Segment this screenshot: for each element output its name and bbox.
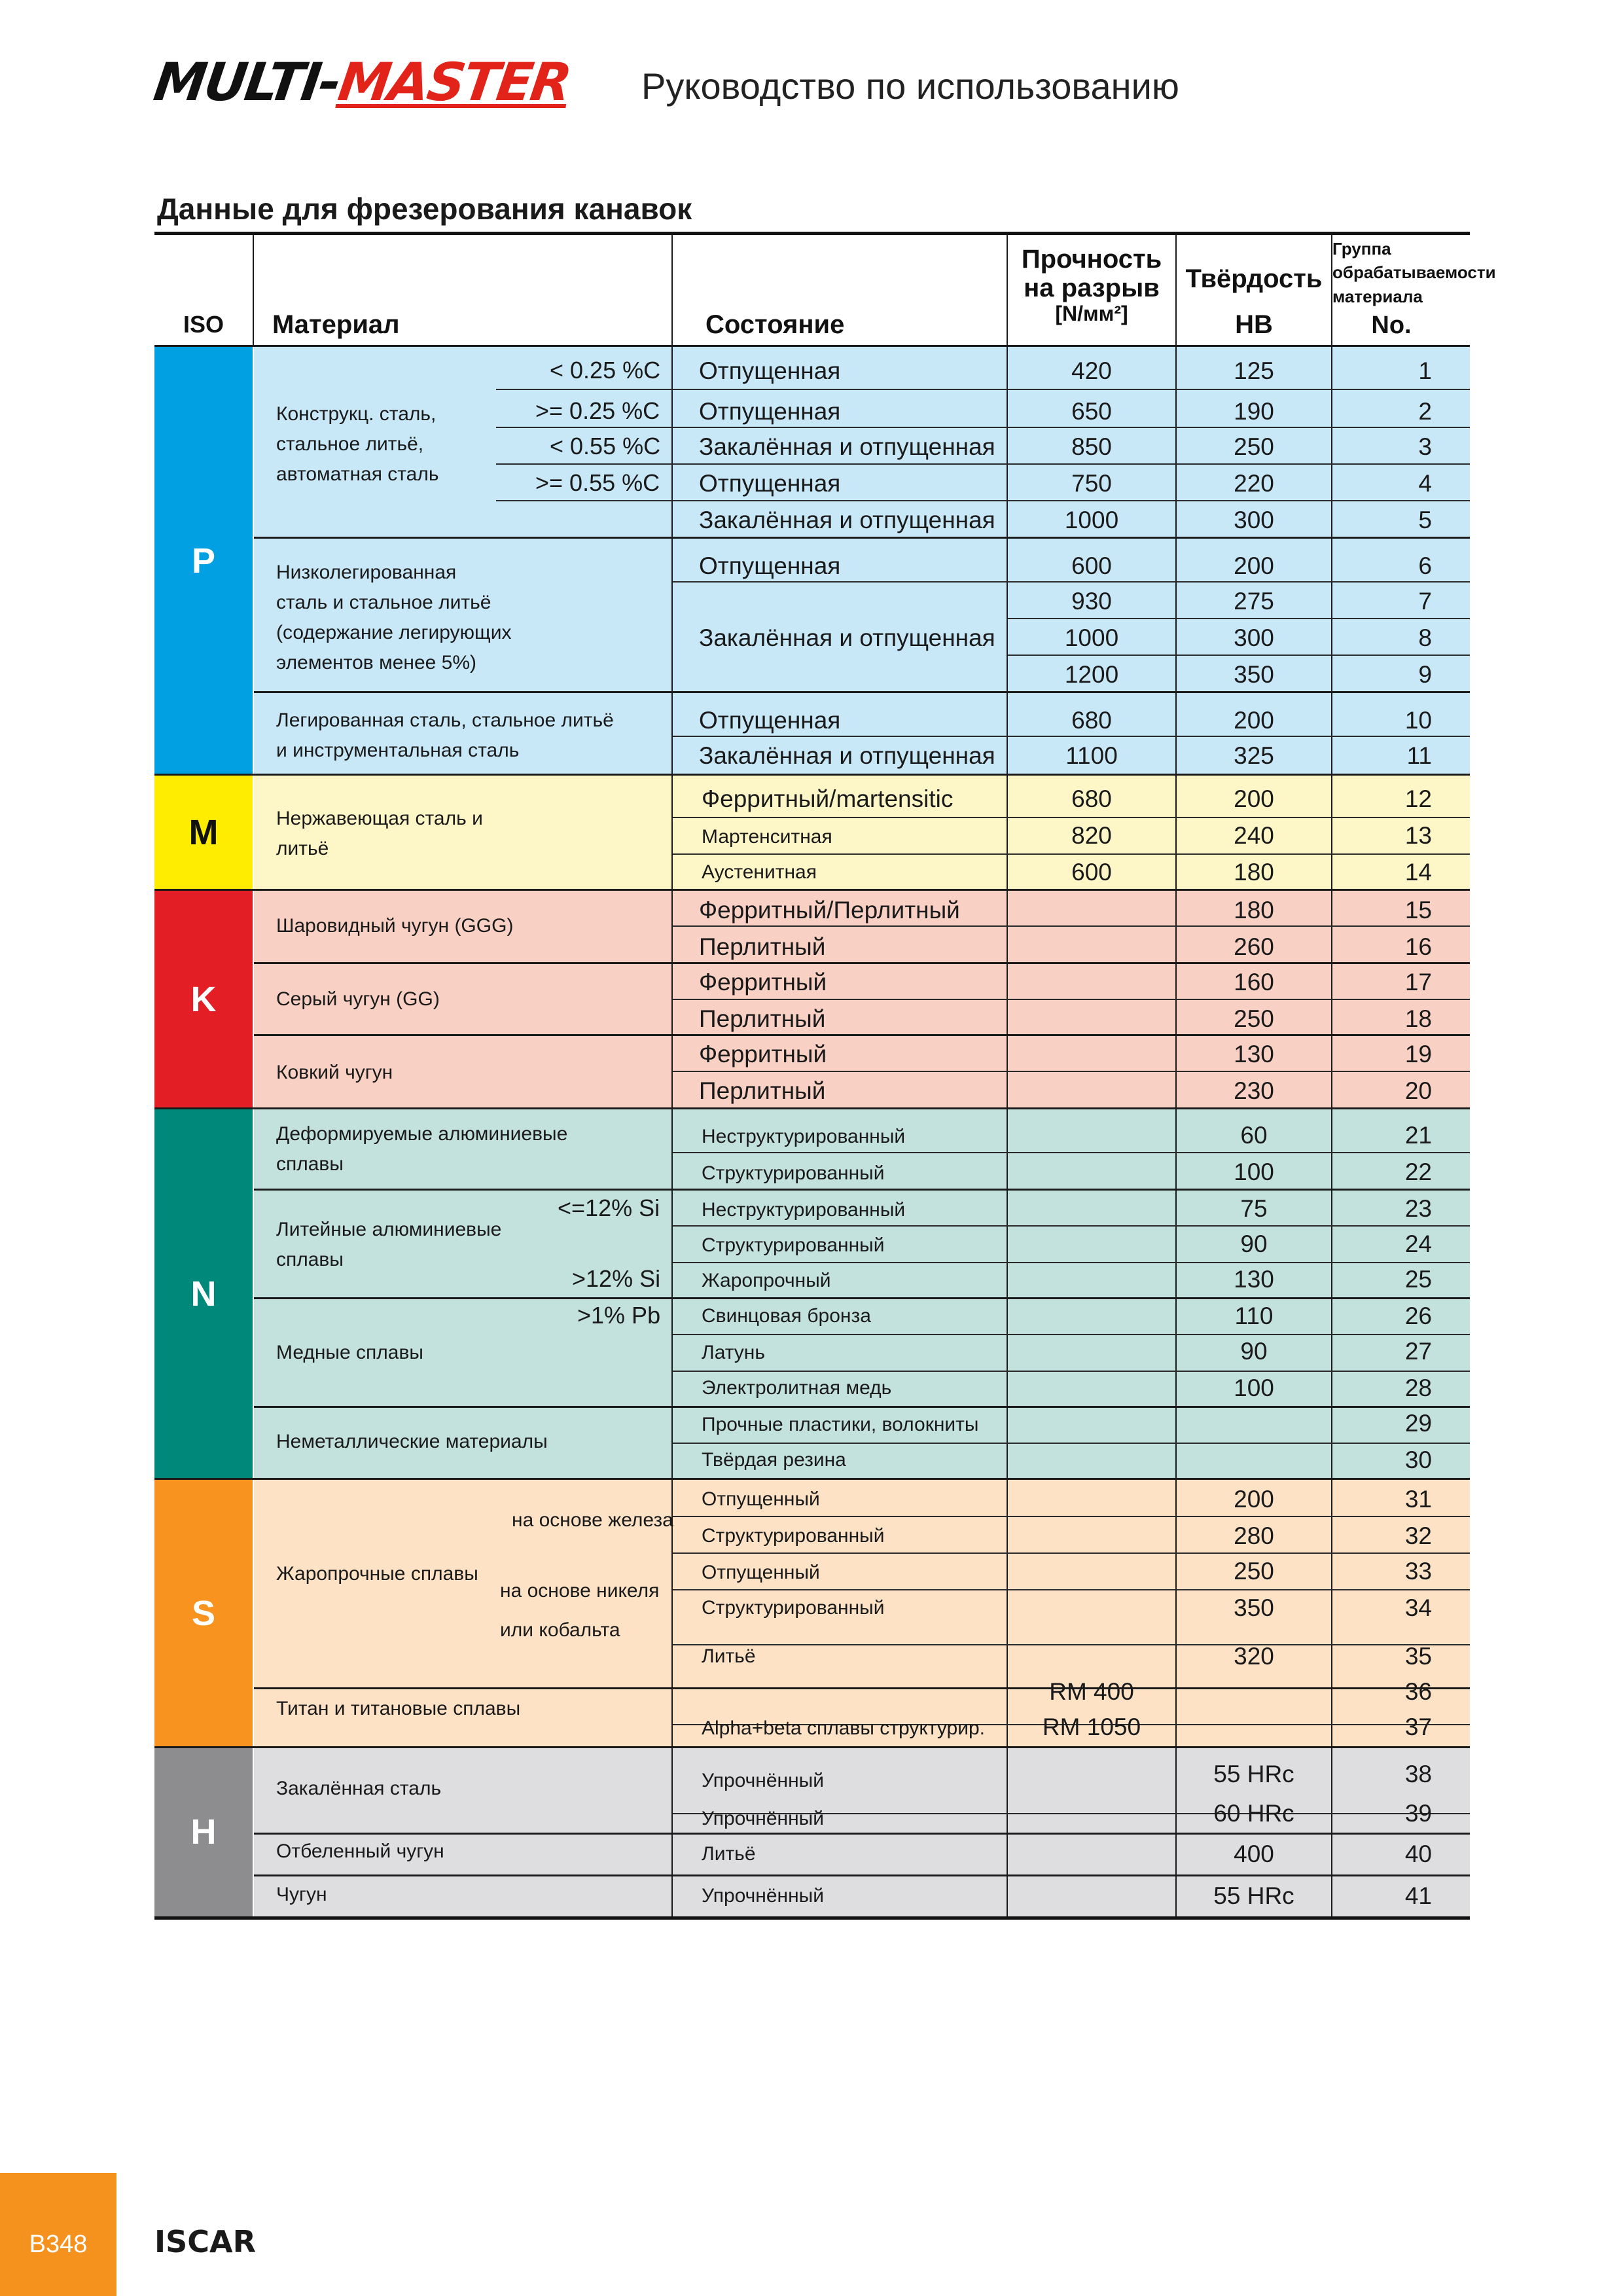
condition-1: Отпущенная — [699, 357, 841, 384]
material-line: литьё — [276, 838, 329, 859]
condition-32: Структурированный — [702, 1525, 885, 1547]
group-line — [254, 1406, 1470, 1408]
hardness-10: 200 — [1234, 707, 1274, 734]
hardness-39: 60 HRc — [1213, 1800, 1294, 1827]
group-no-value: 29 — [1404, 1410, 1432, 1437]
row-line — [496, 500, 1470, 501]
group-no-value: 2 — [1418, 398, 1432, 425]
group-no-23 — [1332, 1196, 1470, 1221]
group-no-8 — [1332, 626, 1470, 650]
group-no-value: 32 — [1404, 1522, 1432, 1549]
condition-38: Упрочнённый — [702, 1770, 825, 1791]
row-line — [496, 463, 1470, 465]
material-line: сплавы — [276, 1153, 344, 1175]
material-line: Литейные алюминиевые — [276, 1219, 502, 1240]
condition-11: Закалённая и отпущенная — [699, 742, 995, 769]
row-line — [673, 1071, 1470, 1072]
material-non-metallic: Неметаллические материалы — [276, 1431, 548, 1452]
group-line — [254, 1297, 1470, 1299]
hardness-32: 280 — [1234, 1522, 1274, 1549]
group-no-32 — [1332, 1524, 1470, 1548]
hardness-24: 90 — [1240, 1230, 1268, 1257]
sub-label-nickel-base: на основе никеля — [500, 1580, 660, 1602]
group-no-value: 23 — [1404, 1195, 1432, 1222]
sub-label-silicon-1: <=12% Si — [558, 1194, 660, 1221]
condition-14: Аустенитная — [702, 861, 817, 883]
row-line — [673, 581, 1470, 583]
group-line — [154, 1478, 1470, 1480]
row-line — [673, 999, 1470, 1000]
condition-24: Структурированный — [702, 1234, 885, 1256]
group-line — [154, 774, 1470, 776]
group-no-value: 12 — [1404, 785, 1432, 812]
condition-17: Ферритный — [699, 969, 827, 996]
group-no-27 — [1332, 1339, 1470, 1363]
row-line — [1008, 655, 1470, 656]
condition-34: Структурированный — [702, 1597, 885, 1619]
col-condition: Состояние — [705, 310, 845, 339]
tensile-7: 930 — [1071, 588, 1112, 615]
tensile-37: RM 1050 — [1042, 1713, 1141, 1740]
sub-label-iron-base: на основе железа — [512, 1509, 673, 1531]
col-group-line1: Группа — [1332, 239, 1391, 259]
col-iso: ISO — [183, 311, 224, 338]
group-no-value: 5 — [1418, 507, 1432, 533]
brand-name: ISCAR — [154, 2224, 257, 2259]
hardness-4: 220 — [1234, 470, 1274, 497]
group-line — [254, 962, 1470, 964]
sub-label-silicon-2: >12% Si — [572, 1265, 661, 1292]
row-line — [673, 1516, 1470, 1517]
group-no-value: 4 — [1418, 470, 1432, 497]
tensile-36: RM 400 — [1049, 1678, 1134, 1705]
iso-code-p: P — [191, 541, 216, 581]
group-no-22 — [1332, 1160, 1470, 1184]
tensile-10: 680 — [1071, 707, 1112, 734]
condition-3: Закалённая и отпущенная — [699, 433, 995, 460]
hardness-25: 130 — [1234, 1266, 1274, 1293]
sub-label-lead: >1% Pb — [577, 1302, 661, 1329]
row-line — [673, 853, 1470, 855]
hardness-12: 200 — [1234, 785, 1274, 812]
tensile-5: 1000 — [1064, 507, 1119, 533]
material-line: автоматная сталь — [276, 463, 439, 485]
group-no-19 — [1332, 1042, 1470, 1066]
group-no-value: 20 — [1404, 1077, 1432, 1104]
sub-label-carbon-2: >= 0.25 %C — [535, 397, 660, 424]
row-line — [673, 925, 1470, 927]
group-no-25 — [1332, 1267, 1470, 1291]
group-line — [154, 1746, 1470, 1748]
sub-label-carbon-3: < 0.55 %C — [550, 433, 661, 459]
group-line — [254, 691, 1470, 693]
tensile-11: 1100 — [1065, 742, 1118, 769]
row-line — [496, 427, 1470, 428]
group-no-value: 25 — [1404, 1266, 1432, 1293]
tensile-6: 600 — [1071, 552, 1112, 579]
material-cast-aluminium — [276, 1215, 501, 1275]
row-line — [673, 1262, 1470, 1263]
group-no-value: 10 — [1404, 707, 1432, 734]
group-no-41 — [1332, 1884, 1470, 1908]
condition-5: Закалённая и отпущенная — [699, 507, 995, 533]
condition-29: Прочные пластики, волокниты — [702, 1414, 979, 1435]
hardness-21: 60 — [1240, 1122, 1268, 1149]
row-line — [496, 389, 1470, 390]
hardness-40: 400 — [1234, 1840, 1274, 1867]
group-no-2 — [1332, 399, 1470, 423]
hardness-11: 325 — [1234, 742, 1274, 769]
iso-block-p — [154, 347, 253, 775]
condition-39: Упрочнённый — [702, 1808, 825, 1829]
group-no-15 — [1332, 898, 1470, 922]
group-no-value: 13 — [1404, 822, 1432, 849]
logo-part-2: MASTER — [334, 52, 574, 113]
tensile-8: 1000 — [1064, 624, 1119, 651]
group-no-18 — [1332, 1007, 1470, 1031]
material-alloy-steel — [276, 706, 614, 766]
group-no-value: 1 — [1418, 357, 1432, 384]
tensile-3: 850 — [1071, 433, 1112, 460]
group-no-21 — [1332, 1123, 1470, 1147]
condition-37: Alpha+beta сплавы структурир. — [702, 1717, 985, 1739]
group-no-36 — [1332, 1679, 1470, 1704]
hardness-26: 110 — [1234, 1302, 1274, 1329]
col-material: Материал — [272, 310, 400, 339]
condition-40: Литьё — [702, 1843, 756, 1865]
logo-part-1: MULTI- — [150, 52, 344, 113]
group-no-30 — [1332, 1448, 1470, 1472]
section-title: Данные для фрезерования канавок — [157, 192, 692, 226]
material-line: Нержавеющая сталь и — [276, 808, 483, 829]
row-line — [1008, 618, 1470, 619]
divider-iso-material — [253, 233, 254, 347]
hardness-15: 180 — [1234, 897, 1274, 924]
material-stainless-steel — [276, 804, 483, 864]
col-tensile-line1: Прочность — [1021, 245, 1162, 274]
hardness-5: 300 — [1234, 507, 1274, 533]
material-chilled-cast-iron: Отбеленный чугун — [276, 1840, 444, 1862]
col-tensile — [1008, 245, 1175, 325]
condition-20: Перлитный — [699, 1077, 826, 1104]
group-no-value: 33 — [1404, 1558, 1432, 1585]
group-no-4 — [1332, 471, 1470, 495]
page-number: B348 — [29, 2230, 88, 2258]
group-no-34 — [1332, 1596, 1470, 1620]
group-no-value: 40 — [1404, 1840, 1432, 1867]
group-no-value: 14 — [1404, 859, 1432, 886]
group-no-value: 18 — [1404, 1005, 1432, 1032]
row-line — [673, 1552, 1470, 1554]
group-no-value: 3 — [1418, 433, 1432, 460]
hardness-27: 90 — [1240, 1338, 1268, 1365]
tensile-2: 650 — [1071, 398, 1112, 425]
group-no-31 — [1332, 1487, 1470, 1511]
multi-master-logo — [150, 52, 574, 113]
group-no-13 — [1332, 823, 1470, 848]
hardness-31: 200 — [1234, 1486, 1274, 1513]
group-no-11 — [1332, 744, 1470, 768]
group-no-value: 37 — [1404, 1713, 1432, 1740]
group-line — [254, 1687, 1470, 1689]
group-no-value: 21 — [1404, 1122, 1432, 1149]
hardness-28: 100 — [1234, 1374, 1274, 1401]
group-no-value: 22 — [1404, 1158, 1432, 1185]
col-hardness-line1: Твёрдость — [1185, 264, 1323, 293]
tensile-4: 750 — [1071, 470, 1112, 497]
condition-33: Отпущенный — [702, 1562, 820, 1583]
iso-block-h — [154, 1748, 253, 1916]
hardness-33: 250 — [1234, 1558, 1274, 1585]
sub-label-carbon-1: < 0.25 %C — [550, 357, 661, 384]
condition-16: Перлитный — [699, 933, 826, 960]
hardness-23: 75 — [1240, 1195, 1268, 1222]
group-no-value: 17 — [1404, 969, 1432, 996]
hardness-1: 125 — [1234, 357, 1274, 384]
group-no-28 — [1332, 1376, 1470, 1400]
group-no-26 — [1332, 1304, 1470, 1328]
group-no-value: 24 — [1404, 1230, 1432, 1257]
hardness-20: 230 — [1234, 1077, 1274, 1104]
group-no-9 — [1332, 662, 1470, 687]
hardness-13: 240 — [1234, 822, 1274, 849]
iso-block-m — [154, 775, 253, 890]
col-group-line2: обрабатываемости — [1332, 262, 1496, 283]
material-malleable-iron: Ковкий чугун — [276, 1062, 393, 1083]
material-nodular-iron: Шаровидный чугун (GGG) — [276, 915, 514, 937]
material-line: (содержание легирующих — [276, 622, 512, 643]
condition-30: Твёрдая резина — [702, 1449, 846, 1471]
group-no-value: 15 — [1404, 897, 1432, 924]
table-top-rule — [154, 232, 1470, 235]
group-no-value: 19 — [1404, 1041, 1432, 1067]
material-line: Конструкц. сталь, — [276, 403, 437, 425]
group-no-value: 38 — [1404, 1761, 1432, 1787]
condition-41: Упрочнённый — [702, 1885, 825, 1907]
hardness-38: 55 HRc — [1213, 1761, 1294, 1787]
hardness-34: 350 — [1234, 1594, 1274, 1621]
group-no-14 — [1332, 860, 1470, 884]
condition-10: Отпущенная — [699, 707, 841, 734]
group-no-38 — [1332, 1762, 1470, 1786]
group-no-1 — [1332, 359, 1470, 383]
hardness-6: 200 — [1234, 552, 1274, 579]
page-number-tab — [0, 2173, 116, 2296]
tensile-12: 680 — [1071, 785, 1112, 812]
group-no-value: 30 — [1404, 1446, 1432, 1473]
condition-23: Неструктурированный — [702, 1199, 906, 1221]
iso-code-s: S — [191, 1594, 216, 1633]
material-line: Низколегированная — [276, 562, 457, 583]
group-no-24 — [1332, 1232, 1470, 1256]
condition-2: Отпущенная — [699, 398, 841, 425]
group-no-37 — [1332, 1715, 1470, 1739]
condition-12: Ферритный/martensitic — [702, 785, 954, 812]
group-no-7 — [1332, 589, 1470, 613]
hardness-14: 180 — [1234, 859, 1274, 886]
group-line — [254, 1833, 1470, 1835]
condition-15: Ферритный/Перлитный — [699, 897, 960, 924]
hardness-35: 320 — [1234, 1643, 1274, 1670]
row-line — [673, 1443, 1470, 1444]
iso-code-h: H — [190, 1812, 217, 1852]
material-copper-alloys: Медные сплавы — [276, 1342, 423, 1363]
iso-block-k — [154, 890, 253, 1109]
row-line — [673, 1589, 1470, 1590]
group-no-20 — [1332, 1079, 1470, 1103]
hardness-9: 350 — [1234, 661, 1274, 688]
tensile-14: 600 — [1071, 859, 1112, 886]
col-group-line3: материала — [1332, 286, 1423, 306]
condition-18: Перлитный — [699, 1005, 826, 1032]
group-no-40 — [1332, 1842, 1470, 1866]
material-line: стальное литьё, — [276, 433, 424, 455]
col-tensile-line2: на разрыв — [1024, 274, 1160, 302]
material-line: Легированная сталь, стальное литьё — [276, 709, 614, 731]
condition-7-9: Закалённая и отпущенная — [699, 624, 995, 651]
row-line — [673, 1225, 1470, 1227]
tensile-13: 820 — [1071, 822, 1112, 849]
hardness-3: 250 — [1234, 433, 1274, 460]
hardness-8: 300 — [1234, 624, 1274, 651]
group-no-value: 28 — [1404, 1374, 1432, 1401]
row-line — [673, 1334, 1470, 1335]
group-no-12 — [1332, 787, 1470, 811]
condition-21: Неструктурированный — [702, 1126, 906, 1147]
material-cast-iron: Чугун — [276, 1884, 327, 1905]
group-no-value: 35 — [1404, 1643, 1432, 1670]
condition-26: Свинцовая бронза — [702, 1305, 871, 1327]
row-line — [673, 1371, 1470, 1372]
condition-28: Электролитная медь — [702, 1377, 892, 1399]
iso-block-s — [154, 1479, 253, 1748]
material-low-alloy-steel — [276, 558, 512, 678]
hardness-19: 130 — [1234, 1041, 1274, 1067]
col-tensile-unit: [N/мм²] — [1055, 302, 1128, 325]
group-no-value: 39 — [1404, 1800, 1432, 1827]
row-line — [673, 1152, 1470, 1153]
group-no-value: 27 — [1404, 1338, 1432, 1365]
document-title: Руководство по использованию — [641, 65, 1179, 107]
group-no-17 — [1332, 970, 1470, 994]
hardness-22: 100 — [1234, 1158, 1274, 1185]
group-no-16 — [1332, 935, 1470, 959]
group-no-value: 31 — [1404, 1486, 1432, 1513]
col-group-line4: No. — [1371, 312, 1412, 340]
sub-label-carbon-4: >= 0.55 %C — [535, 469, 660, 496]
col-group — [1332, 237, 1496, 343]
material-titanium: Титан и титановые сплавы — [276, 1698, 521, 1719]
row-line — [673, 736, 1470, 737]
group-line — [154, 889, 1470, 891]
material-wrought-aluminium — [276, 1119, 567, 1179]
sub-label-cobalt-base: или кобальта — [500, 1619, 620, 1641]
group-no-value: 9 — [1418, 661, 1432, 688]
iso-code-m: M — [188, 813, 219, 852]
group-no-3 — [1332, 435, 1470, 459]
material-line: сплавы — [276, 1249, 344, 1270]
material-line: Деформируемые алюминиевые — [276, 1123, 568, 1145]
iso-code-n: N — [190, 1274, 217, 1314]
col-hardness — [1177, 264, 1331, 339]
condition-25: Жаропрочный — [702, 1270, 831, 1291]
col-hardness-line2: HB — [1235, 310, 1273, 339]
group-no-value: 41 — [1404, 1882, 1432, 1909]
material-heat-resistant-alloys: Жаропрочные сплавы — [276, 1563, 478, 1585]
group-line — [254, 1874, 1470, 1876]
divider-material-condition — [671, 233, 673, 1918]
material-line: элементов менее 5%) — [276, 652, 477, 673]
condition-6: Отпущенная — [699, 552, 841, 579]
group-no-value: 7 — [1418, 588, 1432, 615]
group-line — [254, 537, 1470, 539]
group-no-5 — [1332, 508, 1470, 532]
row-line — [673, 817, 1470, 818]
material-line: и инструментальная сталь — [276, 740, 520, 761]
group-no-value: 26 — [1404, 1302, 1432, 1329]
condition-19: Ферритный — [699, 1041, 827, 1067]
tensile-1: 420 — [1071, 357, 1112, 384]
group-no-6 — [1332, 554, 1470, 578]
condition-27: Латунь — [702, 1342, 765, 1363]
hardness-17: 160 — [1234, 969, 1274, 996]
group-no-value: 16 — [1404, 933, 1432, 960]
group-no-value: 11 — [1406, 742, 1432, 769]
hardness-41: 55 HRc — [1213, 1882, 1294, 1909]
material-structural-steel — [276, 399, 439, 490]
group-no-value: 34 — [1404, 1594, 1432, 1621]
header-bottom-rule — [154, 345, 1470, 347]
tensile-9: 1200 — [1064, 661, 1119, 688]
group-no-29 — [1332, 1411, 1470, 1435]
condition-31: Отпущенный — [702, 1488, 820, 1510]
iso-block-n — [154, 1109, 253, 1479]
hardness-18: 250 — [1234, 1005, 1274, 1032]
group-no-39 — [1332, 1801, 1470, 1825]
group-no-value: 36 — [1404, 1678, 1432, 1705]
group-no-value: 6 — [1418, 552, 1432, 579]
group-line — [154, 1107, 1470, 1109]
material-line: сталь и стальное литьё — [276, 592, 491, 613]
group-line — [254, 1189, 1470, 1191]
condition-35: Литьё — [702, 1645, 756, 1667]
condition-4: Отпущенная — [699, 470, 841, 497]
group-no-33 — [1332, 1559, 1470, 1583]
condition-22: Структурированный — [702, 1162, 885, 1184]
iso-code-k: K — [190, 980, 217, 1019]
condition-13: Мартенситная — [702, 826, 832, 848]
group-line — [254, 1034, 1470, 1036]
hardness-7: 275 — [1234, 588, 1274, 615]
hardness-2: 190 — [1234, 398, 1274, 425]
hardness-16: 260 — [1234, 933, 1274, 960]
group-no-35 — [1332, 1644, 1470, 1668]
group-no-value: 8 — [1418, 624, 1432, 651]
group-no-10 — [1332, 708, 1470, 732]
material-hardened-steel: Закалённая сталь — [276, 1778, 442, 1799]
table-bottom-rule — [154, 1916, 1470, 1920]
material-grey-iron: Серый чугун (GG) — [276, 988, 440, 1010]
